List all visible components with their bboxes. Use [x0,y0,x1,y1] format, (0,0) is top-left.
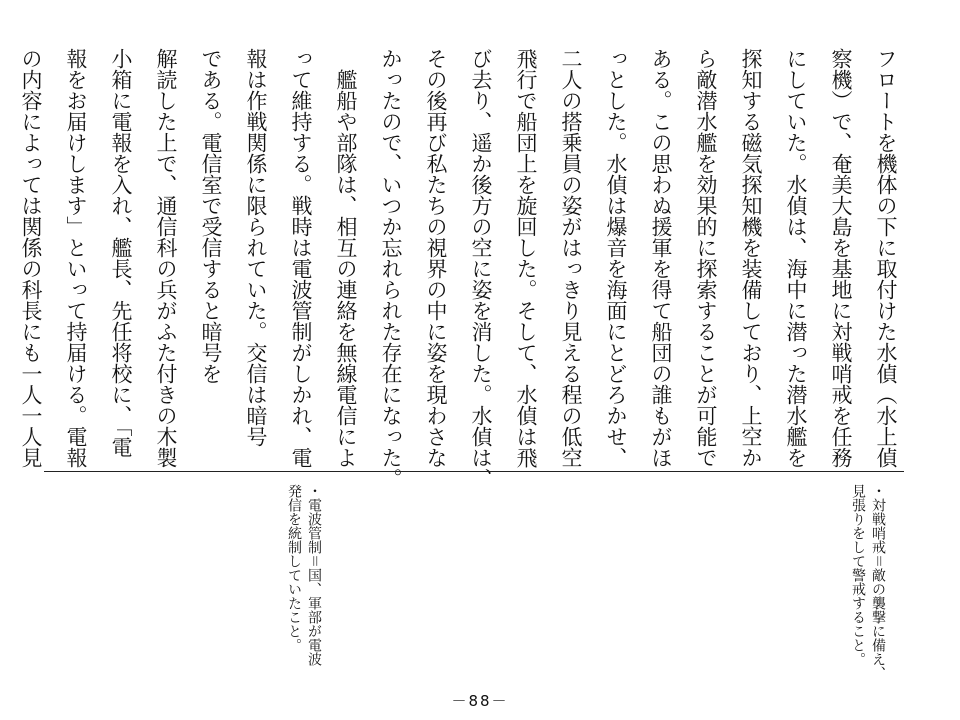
text-line: 艦船や部隊は、相互の連絡を無線電信によ [334,48,358,468]
text-line: び去り、遥か後方の空に姿を消した。水偵は、 [469,48,493,489]
footnote-divider [44,471,904,472]
text-line: っとした。水偵は爆音を海面にとどろかせ、 [604,48,628,468]
footnote-line: 見張りをして警戒すること。 [850,484,866,666]
text-line: にしていた。水偵は、海中に潜った潜水艦を [784,48,808,468]
text-line: 解読した上で、通信科の兵がふた付きの木製 [154,48,178,468]
footnote-line: 発信を統制していたこと。 [286,484,302,652]
text-line: 探知する磁気探知機を装備しており、上空か [739,48,763,468]
page-number: －88－ [451,692,509,710]
text-line: その後再び私たちの視界の中に姿を現わさな [424,48,448,468]
footnote-denpa-kansei [284,484,324,684]
text-line: 二人の搭乗員の姿がはっきり見える程の低空 [559,48,583,468]
text-line: の内容によっては関係の科長にも一人一人見 [19,48,43,468]
text-line: 報は作戦関係に限られていた。交信は暗号 [244,48,268,447]
text-line: 察機）で、奄美大島を基地に対戦哨戒を任務 [829,48,853,468]
footnote-line: ・対戦哨戒＝敵の襲撃に備え、 [870,484,886,680]
footnote-line: ・電波管制＝国、軍部が電波 [306,484,322,666]
text-line: フロートを機体の下に取付けた水偵（水上偵 [874,48,898,468]
text-line: ある。この思わぬ援軍を得て船団の誰もがほ [649,48,673,468]
text-line: 小箱に電報を入れ、艦長、先任将校に、「電 [109,48,133,458]
main-body-text [8,48,908,489]
text-line: かったので、いつか忘れられた存在になった。 [379,48,403,489]
text-line: 報をお届けします」といって持届ける。電報 [64,48,88,468]
text-line: である。電信室で受信すると暗号を [199,48,223,384]
text-line: 飛行で船団上を旋回した。そして、水偵は飛 [514,48,538,468]
footnote-taisen-shokai [848,484,888,684]
text-line: って維持する。戦時は電波管制がしかれ、電 [289,48,313,468]
text-line: ら敵潜水艦を効果的に探索することが可能で [694,48,718,468]
